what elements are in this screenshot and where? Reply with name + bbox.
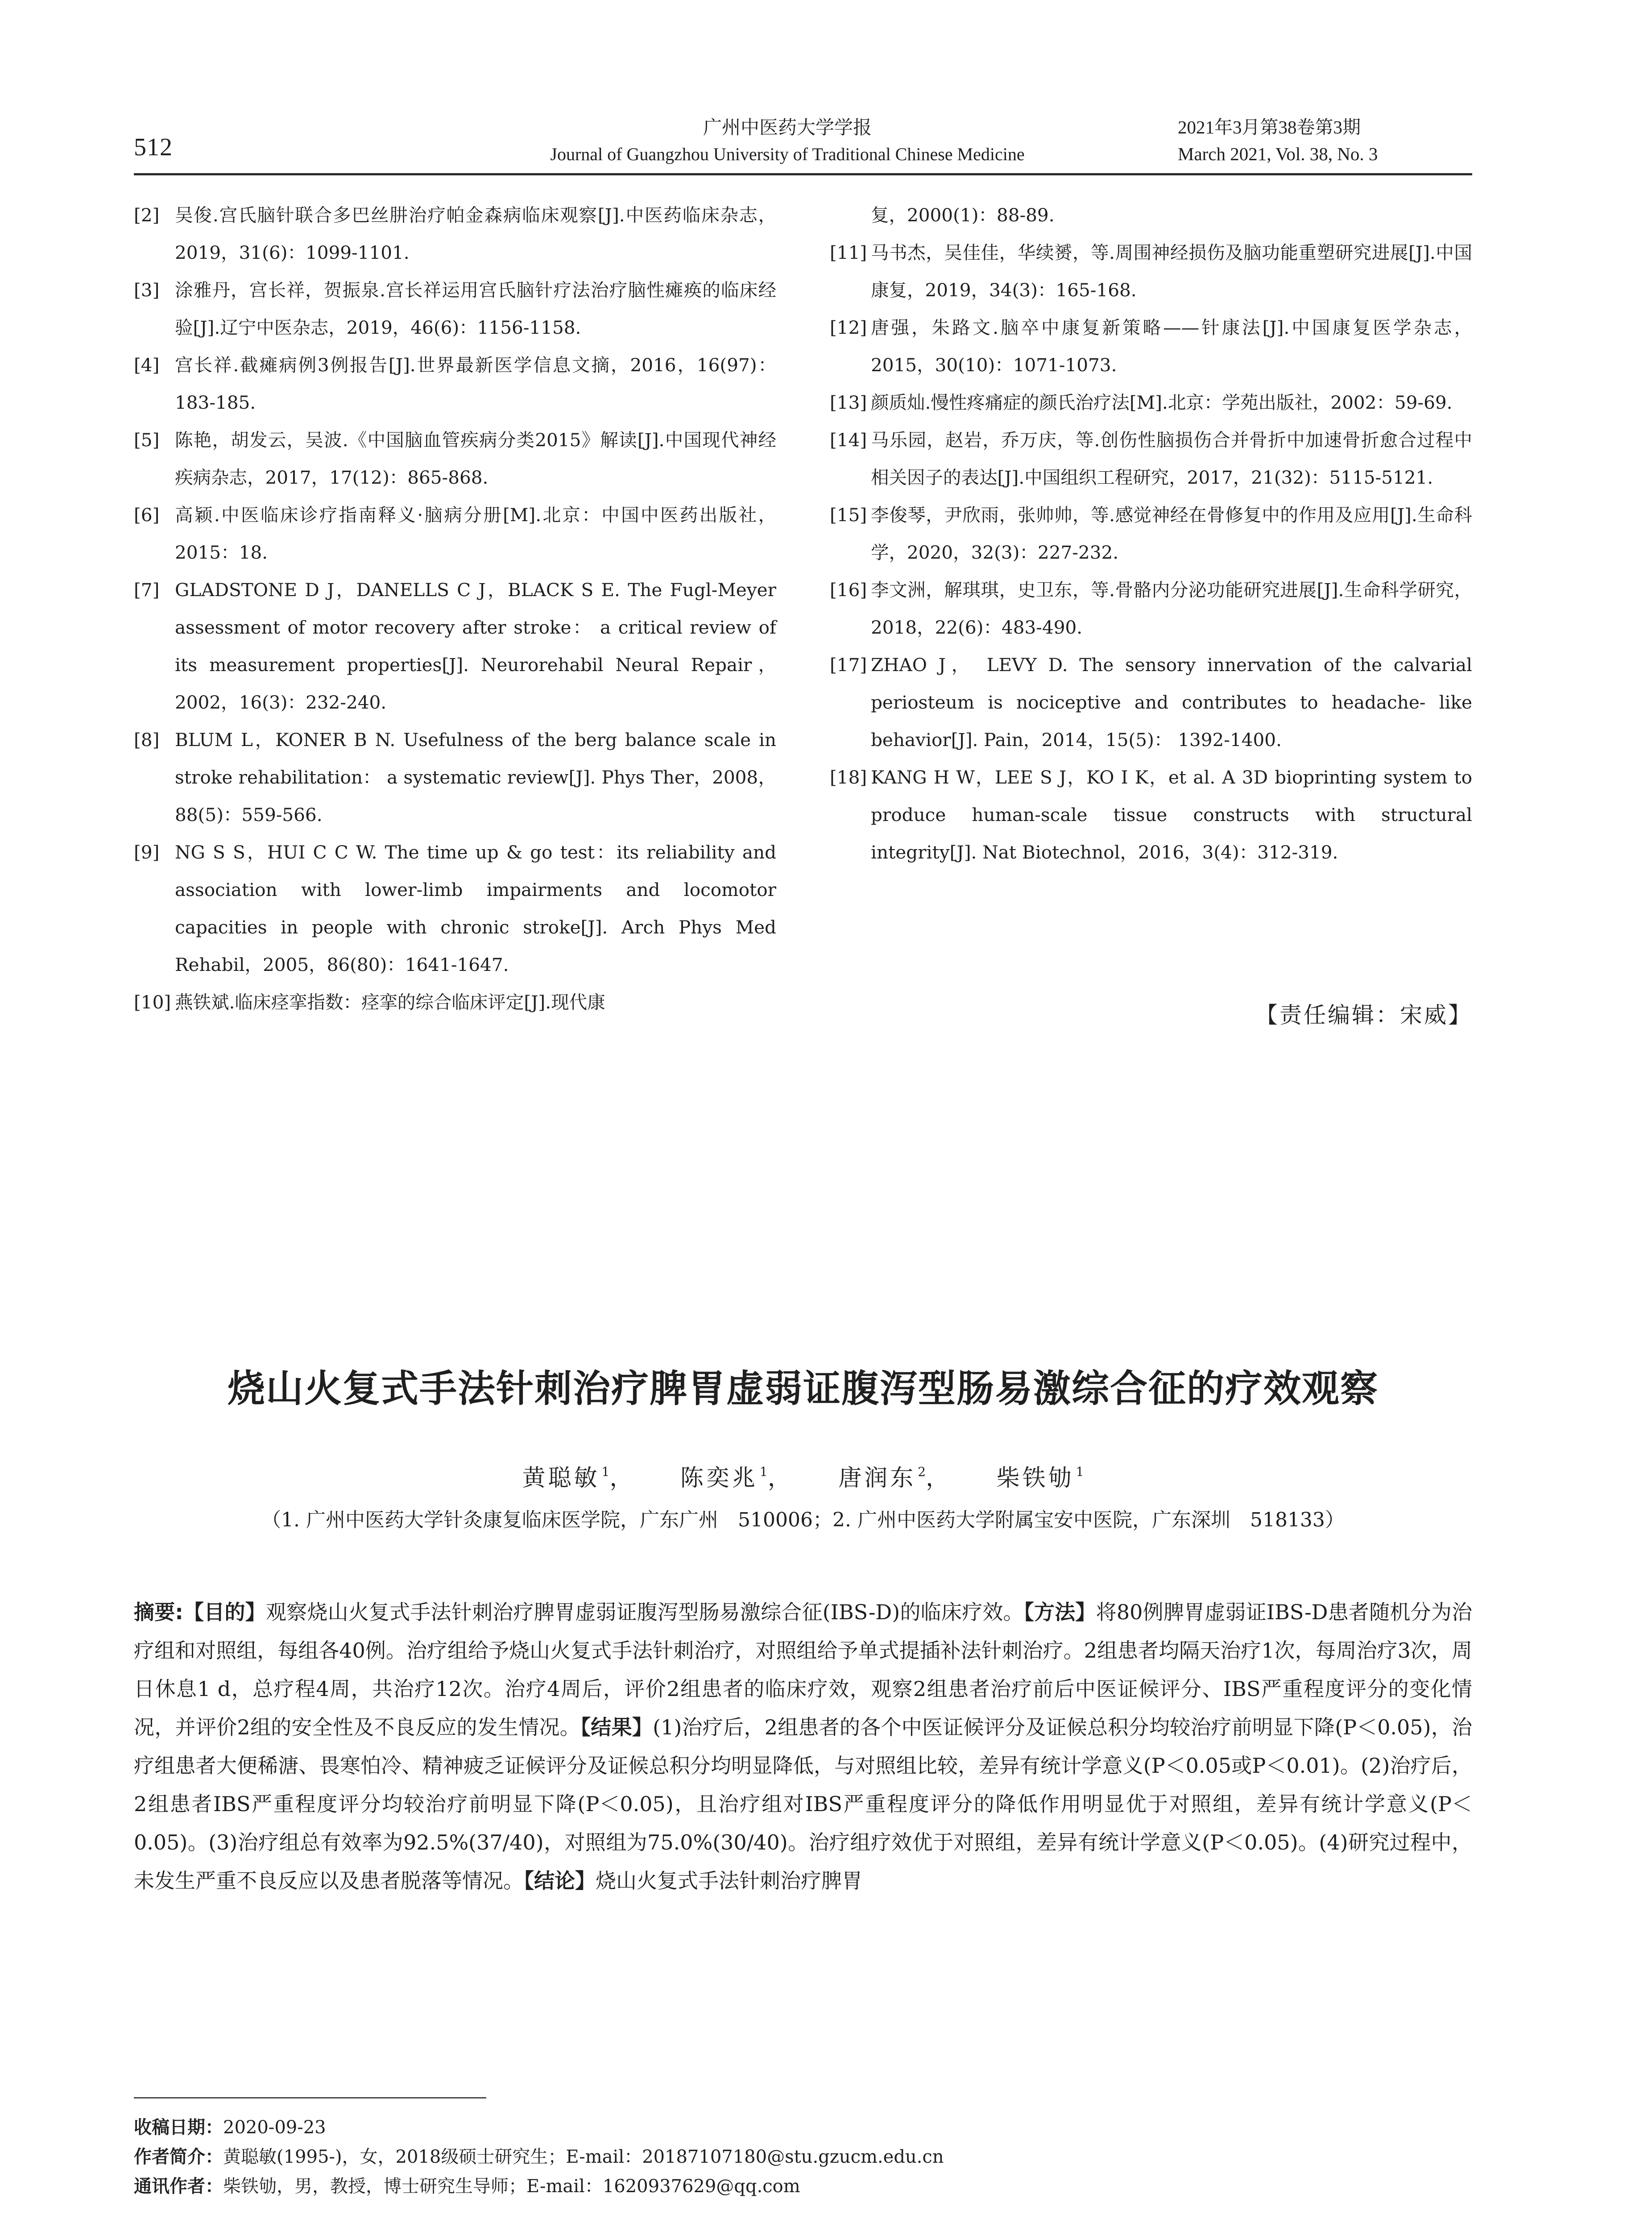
reference-item bbox=[134, 421, 776, 496]
author bbox=[680, 1465, 794, 1492]
reference-item bbox=[134, 346, 776, 421]
footnote-text: 2020-09-23 bbox=[223, 2117, 326, 2138]
author-separator: ， bbox=[767, 1465, 794, 1492]
author-affiliation-mark: 2 bbox=[918, 1464, 926, 1479]
reference-item bbox=[830, 196, 1472, 234]
abstract-section-text: (1)治疗后，2组患者的各个中医证候评分及证候总积分均较治疗前明显下降(P＜0.05)，治疗组患者大便稀溏、畏寒怕冷、精神疲乏证候评分及证候总积分均明显降低，与对照组比较，差异有统计学意义(P＜0.05或P＜0.01)。(2)治疗后，2组患者IBS严重程度评分均较治疗前明显下降(P＜0.05)，且治疗组对IBS严重程度评分的降低作用明显优于对照组，差异有统计学意义(P＜0.05)。(3)治疗组总有效率为92.5%(37/40)，对照组为75.0%(30/40)。治疗组疗效优于对照组，差异有统计学意义(P＜0.05)。(4)研究过程中，未发生严重不良反应以及患者脱落等情况。 bbox=[134, 1715, 1472, 1893]
reference-number: [13] bbox=[830, 392, 867, 413]
footnote-received-date bbox=[134, 2113, 1472, 2142]
footnote-author-bio bbox=[134, 2142, 1472, 2172]
abstract-section-label: 【结论】 bbox=[524, 1869, 596, 1893]
reference-item bbox=[830, 234, 1472, 309]
reference-text: 陈艳，胡发云，吴波.《中国脑血管疾病分类2015》解读[J].中国现代神经疾病杂志，2017，17(12)：865-868. bbox=[175, 429, 776, 488]
reference-number: [14] bbox=[830, 429, 867, 451]
reference-number: [18] bbox=[830, 767, 867, 788]
reference-text: 李俊琴，尹欣雨，张帅帅，等.感觉神经在骨修复中的作用及应用[J].生命科学，2020，32(3)：227-232. bbox=[871, 504, 1472, 563]
reference-text: 李文洲，解琪琪，史卫东，等.骨骼内分泌功能研究进展[J].生命科学研究，2018，22(6)：483-490. bbox=[871, 579, 1472, 638]
footnotes bbox=[134, 2113, 1472, 2201]
reference-number: [9] bbox=[134, 842, 160, 863]
article-title: 烧山火复式手法针刺治疗脾胃虚弱证腹泻型肠易激综合征的疗效观察 bbox=[227, 1367, 1379, 1410]
reference-text: 马乐园，赵岩，乔万庆，等.创伤性脑损伤合并骨折中加速骨折愈合过程中相关因子的表达[J].中国组织工程研究，2017，21(32)：5115-5121. bbox=[871, 429, 1472, 488]
abstract-section-text: 烧山火复式手法针刺治疗脾胃 bbox=[596, 1869, 862, 1893]
reference-number: [12] bbox=[830, 317, 867, 338]
reference-text: BLUM L，KONER B N. Usefulness of the berg balance scale in stroke rehabilitation： a systematic review[J]. Phys Ther，2008，88(5)：559-566. bbox=[175, 729, 776, 825]
reference-text: NG S S，HUI C C W. The time up & go test：its reliability and association with lower-limb impairments and locomotor capacities in people with chronic stroke[J]. Arch Phys Med Rehabil，2005，86(80)：1641-1647. bbox=[175, 842, 776, 975]
author bbox=[997, 1465, 1084, 1492]
author-affiliation-mark: 1 bbox=[1076, 1464, 1084, 1479]
reference-text: 涂雅丹，宫长祥，贺振泉.宫长祥运用宫氏脑针疗法治疗脑性瘫痪的临床经验[J].辽宁中医杂志，2019，46(6)：1156-1158. bbox=[175, 279, 776, 338]
footnote-text: 黄聪敏(1995-)，女，2018级硕士研究生；E-mail：20187107180@stu.gzucm.edu.cn bbox=[223, 2147, 944, 2167]
reference-number: [10] bbox=[134, 991, 171, 1013]
reference-text: 宫长祥.截瘫病例3例报告[J].世界最新医学信息文摘，2016，16(97)：183-185. bbox=[175, 354, 776, 413]
reference-text: 燕铁斌.临床痉挛指数：痉挛的综合临床评定[J].现代康 bbox=[175, 991, 605, 1013]
abstract-section-text: 观察烧山火复式手法针刺治疗脾胃虚弱证腹泻型肠易激综合征(IBS-D)的临床疗效。 bbox=[265, 1600, 1024, 1624]
reference-number: [17] bbox=[830, 654, 867, 676]
footnote-text: 柴铁劬，男，教授，博士研究生导师；E-mail：1620937629@qq.com bbox=[223, 2176, 800, 2197]
author bbox=[522, 1465, 635, 1492]
author-separator: ， bbox=[926, 1465, 952, 1492]
issue-info-en: March 2021, Vol. 38, No. 3 bbox=[1178, 144, 1378, 164]
reference-text: 复，2000(1)：88-89. bbox=[871, 204, 1055, 226]
issue-info-cn: 2021年3月第38卷第3期 bbox=[1178, 117, 1361, 137]
author-name: 陈奕兆 bbox=[680, 1465, 758, 1492]
journal-name-cn: 广州中医药大学学报 bbox=[703, 116, 872, 138]
reference-text: KANG H W，LEE S J，KO I K，et al. A 3D bioprinting system to produce human-scale tissue constructs with structural integrity[J]. Nat Biotechnol，2016，3(4)：312-319. bbox=[871, 767, 1472, 863]
reference-item bbox=[134, 834, 776, 983]
reference-text: 唐强，朱路文.脑卒中康复新策略——针康法[J].中国康复医学杂志，2015，30(10)：1071-1073. bbox=[871, 317, 1472, 376]
reference-text: 吴俊.宫氏脑针联合多巴丝肼治疗帕金森病临床观察[J].中医药临床杂志，2019，31(6)：1099-1101. bbox=[175, 204, 776, 263]
reference-text: 高颖.中医临床诊疗指南释义·脑病分册[M].北京：中国中医药出版社，2015：18. bbox=[175, 504, 776, 563]
references-left-column bbox=[134, 196, 776, 1021]
issue-info bbox=[1178, 114, 1517, 167]
author-list bbox=[134, 1459, 1472, 1493]
abstract-section-label: 【方法】 bbox=[1023, 1600, 1096, 1624]
reference-number: [2] bbox=[134, 204, 160, 226]
reference-item bbox=[134, 721, 776, 834]
footnote-label: 作者简介： bbox=[134, 2147, 223, 2167]
reference-text: 马书杰，吴佳佳，华续赟，等.周围神经损伤及脑功能重塑研究进展[J].中国康复，2019，34(3)：165-168. bbox=[871, 242, 1472, 301]
reference-number: [3] bbox=[134, 279, 160, 301]
abstract-section-text: 将80例脾胃虚弱证IBS-D患者随机分为治疗组和对照组，每组各40例。治疗组给予烧山火复式手法针刺治疗，对照组给予单式提插补法针刺治疗。2组患者均隔天治疗1次，每周治疗3次，周日休息1 d，总疗程4周，共治疗12次。治疗4周后，评价2组患者的临床疗效，观察2组患者治疗前后中医证候评分、IBS严重程度评分的变化情况，并评价2组的安全性及不良反应的发生情况。 bbox=[134, 1600, 1473, 1739]
reference-item bbox=[134, 496, 776, 571]
reference-item bbox=[830, 421, 1472, 496]
reference-text: 颜质灿.慢性疼痛症的颜氏治疗法[M].北京：学苑出版社，2002：59-69. bbox=[871, 392, 1453, 413]
abstract-section-label: 【目的】 bbox=[183, 1600, 266, 1624]
abstract bbox=[134, 1593, 1472, 1900]
reference-item bbox=[134, 271, 776, 346]
reference-number: [5] bbox=[134, 429, 160, 451]
reference-number: [6] bbox=[134, 504, 160, 526]
page-number: 512 bbox=[134, 133, 173, 161]
header-rule bbox=[134, 173, 1472, 175]
author-name: 黄聪敏 bbox=[522, 1465, 600, 1492]
responsible-editor-note: 【责任编辑：宋威】 bbox=[1255, 1002, 1472, 1028]
reference-item bbox=[134, 196, 776, 271]
reference-item bbox=[830, 571, 1472, 646]
author-affiliations: （1. 广州中医药大学针灸康复临床医学院，广东广州 510006；2. 广州中医药大学附属宝安中医院，广东深圳 518133） bbox=[261, 1509, 1345, 1531]
author-affiliation-mark: 1 bbox=[759, 1464, 768, 1479]
reference-item bbox=[134, 983, 776, 1021]
reference-item bbox=[830, 309, 1472, 384]
author bbox=[838, 1465, 952, 1492]
footnote-label: 收稿日期： bbox=[134, 2117, 223, 2138]
footnote-corresponding-author bbox=[134, 2172, 1472, 2201]
footnote-label: 通讯作者： bbox=[134, 2176, 223, 2197]
journal-name-en: Journal of Guangzhou University of Traditional Chinese Medicine bbox=[550, 144, 1025, 164]
reference-item bbox=[830, 759, 1472, 871]
reference-item bbox=[830, 384, 1472, 421]
abstract-section-label: 【结果】 bbox=[580, 1715, 653, 1739]
reference-number: [7] bbox=[134, 579, 160, 601]
reference-text: GLADSTONE D J，DANELLS C J，BLACK S E. The Fugl-Meyer assessment of motor recovery after stroke： a critical review of its measurement properties[J]. Neurorehabil Neural Repair，2002，16(3)：232-240. bbox=[175, 579, 776, 713]
references-right-column bbox=[830, 196, 1472, 871]
author-name: 唐润东 bbox=[838, 1465, 916, 1492]
reference-number: [8] bbox=[134, 729, 160, 751]
reference-item bbox=[134, 571, 776, 721]
reference-number: [15] bbox=[830, 504, 867, 526]
reference-number: [16] bbox=[830, 579, 867, 601]
reference-number: [11] bbox=[830, 242, 867, 263]
reference-item bbox=[830, 646, 1472, 759]
journal-name bbox=[482, 114, 1093, 167]
author-separator: ， bbox=[609, 1465, 636, 1492]
abstract-label: 摘要: bbox=[134, 1600, 183, 1624]
reference-text: ZHAO J， LEVY D. The sensory innervation of the calvarial periosteum is nociceptive and contributes to headache- like behavior[J]. Pain，2014，15(5)： 1392-1400. bbox=[871, 654, 1472, 751]
footnote-rule bbox=[134, 2097, 486, 2098]
reference-number: [4] bbox=[134, 354, 160, 376]
reference-item bbox=[830, 496, 1472, 571]
author-affiliation-mark: 1 bbox=[601, 1464, 610, 1479]
author-name: 柴铁劬 bbox=[996, 1465, 1074, 1492]
